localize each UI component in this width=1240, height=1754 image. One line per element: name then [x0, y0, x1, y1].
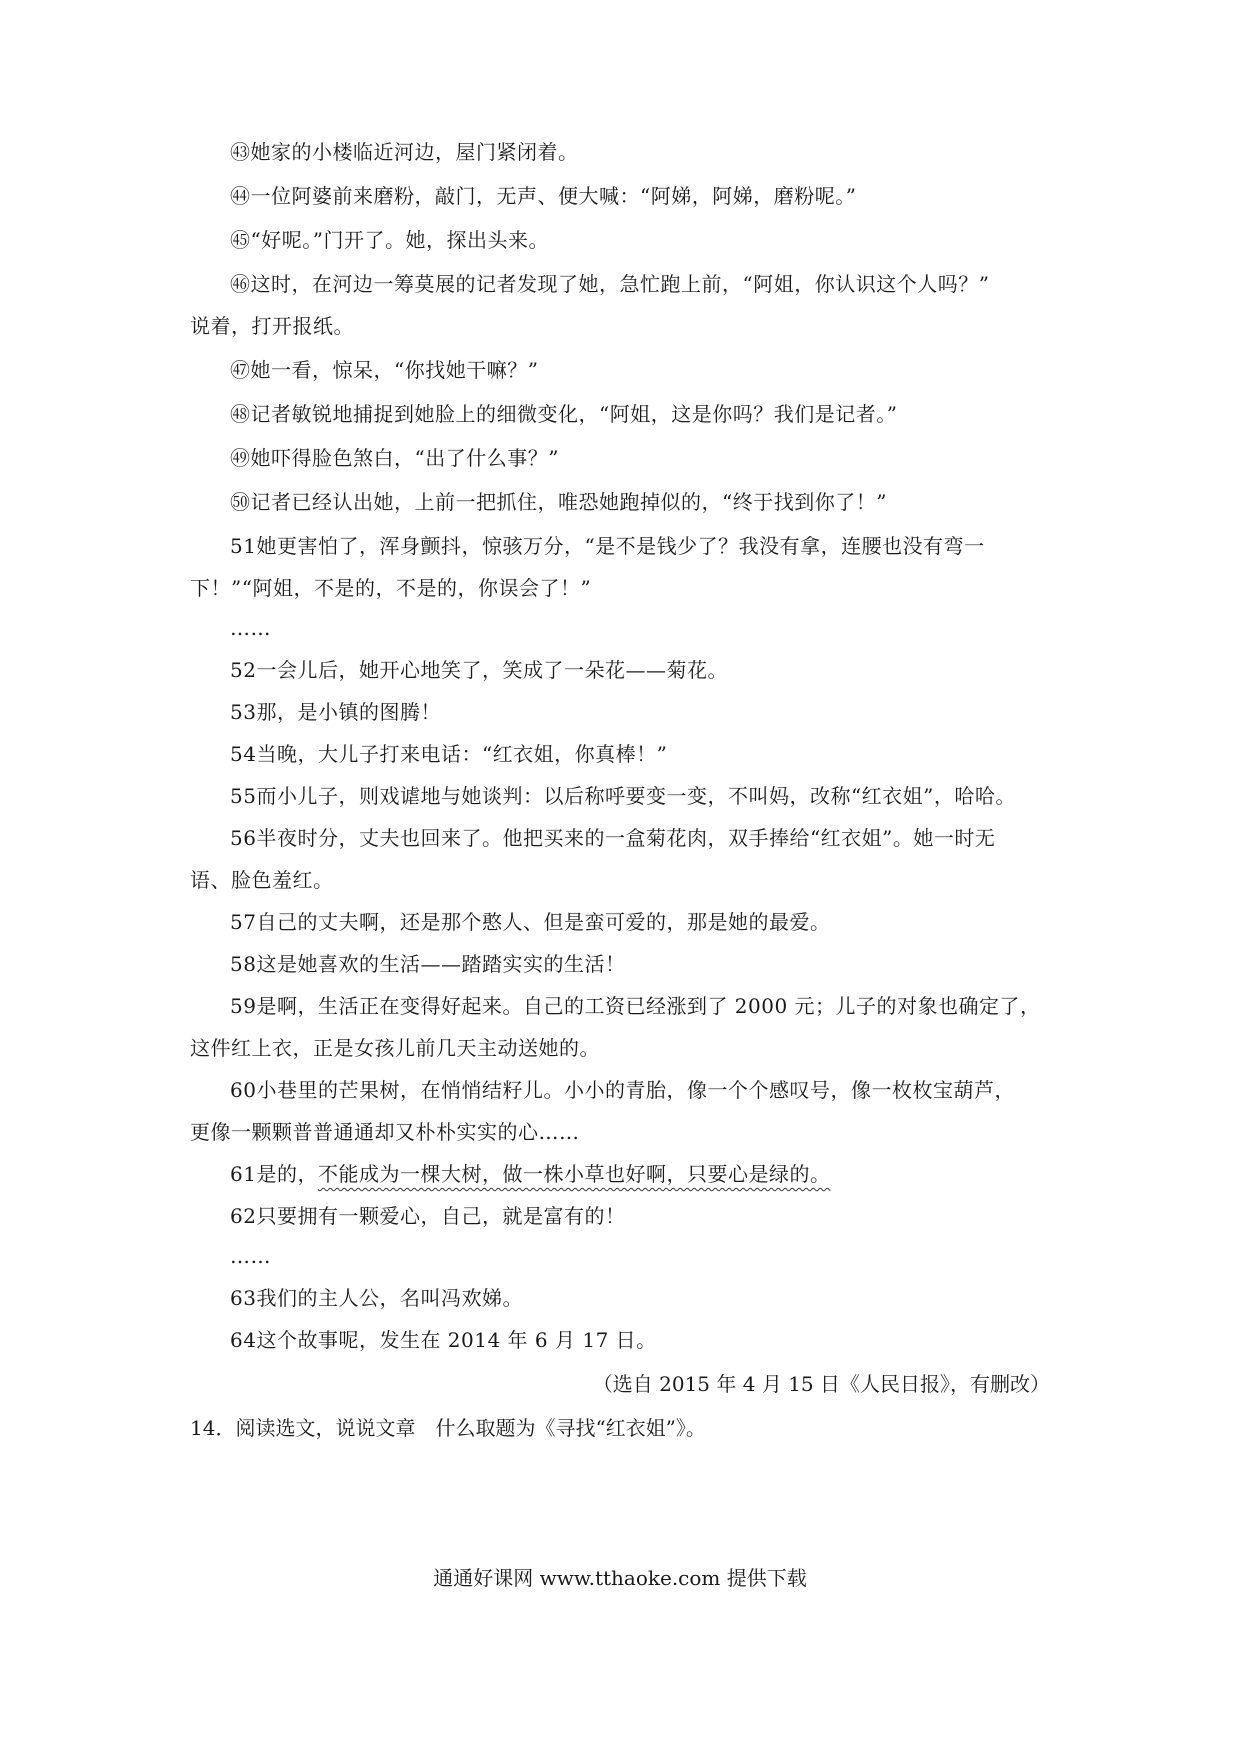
paragraph-57: 57自己的丈夫啊，还是那个憨人、但是蛮可爱的，那是她的最爱。: [230, 910, 831, 934]
paragraph-46-cont: 说着，打开报纸。: [190, 314, 354, 338]
paragraph-59-cont: 这件红上衣，正是女孩儿前几天主动送她的。: [190, 1036, 600, 1060]
paragraph-46: ㊻这时，在河边一筹莫展的记者发现了她，急忙跑上前，“阿姐，你认识这个人吗？”: [230, 272, 990, 296]
page-footer: 通通好课网 www.tthaoke.com 提供下载: [433, 1566, 807, 1590]
paragraph-64: 64这个故事呢，发生在 2014 年 6 月 17 日。: [230, 1328, 657, 1352]
paragraph-61: [230, 1164, 830, 1184]
paragraph-48: ㊽记者敏锐地捕捉到她脸上的细微变化，“阿姐，这是你吗？我们是记者。”: [230, 402, 898, 426]
paragraph-60-cont: 更像一颗颗普普通通却又朴朴实实的心……: [190, 1120, 580, 1144]
paragraph-52: 52一会儿后，她开心地笑了，笑成了一朵花——菊花。: [230, 658, 728, 682]
source-citation: （选自 2015 年 4 月 15 日《人民日报》，有删改）: [592, 1372, 1050, 1396]
paragraph-59: 59是啊，生活正在变得好起来。自己的工资已经涨到了 2000 元；儿子的对象也确定了，: [230, 994, 1041, 1018]
paragraph-51: 51她更害怕了，浑身颤抖，惊骇万分，“是不是钱少了？我没有拿，连腰也没有弯一: [230, 534, 985, 558]
paragraph-54: 54当晚，大儿子打来电话：“红衣姐，你真棒！”: [230, 742, 668, 766]
paragraph-60: 60小巷里的芒果树，在悄悄结籽儿。小小的青胎，像一个个感叹号，像一枚枚宝葫芦，: [230, 1078, 1015, 1102]
paragraph-62: 62只要拥有一颗爱心，自己，就是富有的！: [230, 1204, 626, 1228]
paragraph-44: ㊹一位阿婆前来磨粉，敲门，无声、便大喊：“阿娣，阿娣，磨粉呢。”: [230, 184, 857, 208]
paragraph-49: ㊾她吓得脸色煞白，“出了什么事？”: [230, 446, 559, 470]
paragraph-61-lead: 61是的，: [230, 1162, 318, 1186]
paragraph-51-cont: 下！”“阿姐，不是的，不是的，你误会了！”: [190, 576, 592, 600]
paragraph-56-cont: 语、脸色羞红。: [190, 868, 334, 892]
paragraph-50: ㊿记者已经认出她，上前一把抓住，唯恐她跑掉似的，“终于找到你了！”: [230, 490, 887, 514]
paragraph-56: 56半夜时分，丈夫也回来了。他把买来的一盒菊花肉，双手捧给“红衣姐”。她一时无: [230, 826, 996, 850]
paragraph-55: 55而小儿子，则戏谑地与她谈判：以后称呼要变一变，不叫妈，改称“红衣姐”，哈哈。: [230, 784, 1016, 808]
paragraph-43: ㊸她家的小楼临近河边，屋门紧闭着。: [230, 140, 579, 164]
question-14: 14．阅读选文，说说文章 什么取题为《寻找“红衣姐”》。: [190, 1416, 706, 1440]
paragraph-58: 58这是她喜欢的生活——踏踏实实的生活！: [230, 952, 626, 976]
paragraph-53: 53那，是小镇的图腾！: [230, 700, 441, 724]
paragraph-47: ㊼她一看，惊呆，“你找她干嘛？”: [230, 358, 539, 382]
ellipsis-1: ……: [230, 616, 271, 640]
paragraph-63: 63我们的主人公，名叫冯欢娣。: [230, 1286, 523, 1310]
wavy-underlined-sentence: 不能成为一棵大树，做一株小草也好啊，只要心是绿的。: [317, 1162, 831, 1186]
paragraph-45: ㊺“好呢。”门开了。她，探出头来。: [230, 228, 549, 252]
ellipsis-2: ……: [230, 1244, 271, 1268]
